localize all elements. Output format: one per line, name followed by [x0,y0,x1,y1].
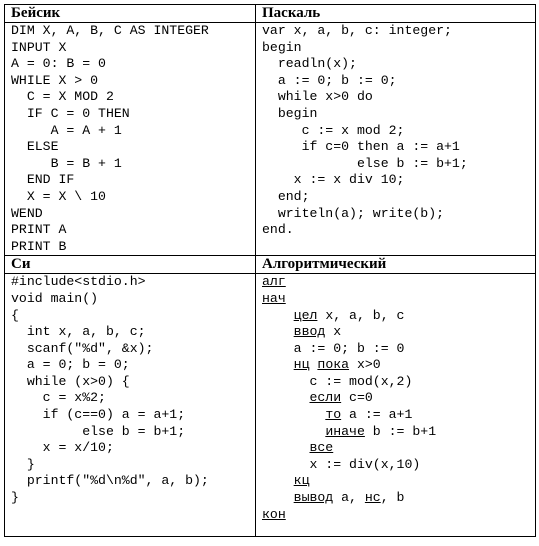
pascal-code-line: else b := b+1; [262,155,468,171]
basic-title: Бейсик [5,5,256,23]
algorithmic-code-line [262,291,535,308]
code-text [262,407,325,422]
basic-code-line: PRINT A [11,222,67,238]
algorithmic-code-line [262,440,535,457]
c-code-line: } [11,490,19,506]
keyword: иначе [325,423,365,439]
code-text: a := a+1 [341,407,413,423]
algorithmic-code-line [262,457,535,474]
code-row-top [5,23,536,256]
basic-code-line: END IF [11,172,75,188]
c-code-line: #include<stdio.h> [11,274,146,290]
algorithmic-title: Алгоритмический [256,256,536,274]
c-code-line: { [11,307,19,323]
pascal-code-line: writeln(a); write(b); [262,205,445,221]
code-comparison-table [4,4,536,537]
keyword: цел [293,307,318,323]
pascal-title: Паскаль [256,5,536,23]
algorithmic-code [256,274,536,537]
c-code-line: x = x/10; [11,440,114,456]
algorithmic-code-line [262,390,535,407]
basic-code-line: X = X \ 10 [11,188,106,204]
code-text [262,308,294,323]
keyword: кц [293,473,310,489]
pascal-code-line: while x>0 do [262,89,373,105]
code-text: a, [333,490,365,506]
keyword: алг [262,274,286,290]
code-text: a := 0; b := 0 [262,340,405,356]
keyword: вывод [293,490,334,506]
keyword: кон [262,506,286,522]
keyword: пока [317,357,350,373]
c-code-line: while (x>0) { [11,373,130,389]
header-row-top [5,5,536,23]
c-code-line: int x, a, b, c; [11,324,146,340]
c-code-line: else b = b+1; [11,423,186,439]
code-text: c=0 [341,390,373,406]
code-text: x>0 [349,357,381,373]
c-title: Си [5,256,256,274]
pascal-code [256,23,536,256]
basic-code-line: DIM X, A, B, C AS INTEGER [11,23,209,38]
basic-code-line: C = X MOD 2 [11,89,114,105]
pascal-code-line: c := x mod 2; [262,122,405,138]
code-text [262,424,325,439]
code-text [262,473,294,488]
pascal-code-line: end; [262,188,310,204]
basic-code [5,23,256,256]
keyword: нц [293,357,310,373]
algorithmic-code-line [262,424,535,441]
algorithmic-code-line [262,324,535,341]
basic-code-line: IF C = 0 THEN [11,105,130,121]
algorithmic-code-line [262,274,535,291]
pascal-code-line: x := x div 10; [262,172,405,188]
c-code-line: } [11,456,35,472]
code-text: x := div(x,10) [262,456,421,472]
algorithmic-code-line [262,490,535,507]
code-text: x [325,324,342,340]
pascal-code-line: if c=0 then a := a+1 [262,139,460,155]
c-code-line: printf("%d\n%d", a, b); [11,473,209,489]
algorithmic-code-line [262,473,535,490]
code-text: c := mod(x,2) [262,373,413,389]
keyword: нач [262,290,286,306]
algorithmic-code-line [262,308,535,325]
pascal-code-line: end. [262,222,294,238]
code-row-bottom [5,274,536,537]
basic-code-line: ELSE [11,139,59,155]
c-code-line: void main() [11,290,99,306]
keyword: нс [364,490,381,506]
code-text: , b [380,490,405,506]
code-text [262,440,309,455]
c-code-line: scanf("%d", &x); [11,340,154,356]
code-text [262,324,294,339]
code-text: x, a, b, c [317,307,405,323]
basic-code-line: B = B + 1 [11,155,122,171]
basic-code-line: WHILE X > 0 [11,72,99,88]
basic-code-line: WEND [11,205,43,221]
basic-code-line: INPUT X [11,39,67,55]
c-code-line: c = x%2; [11,390,106,406]
algorithmic-code-line [262,374,535,391]
pascal-code-line: a := 0; b := 0; [262,72,397,88]
keyword: если [309,390,342,406]
header-row-bottom [5,256,536,274]
basic-code-line: PRINT B [11,238,67,254]
pascal-code-line: begin [262,105,318,121]
pascal-code-line: begin [262,39,302,55]
code-text [262,490,294,505]
code-text [262,390,309,405]
algorithmic-code-line [262,341,535,358]
c-code [5,274,256,537]
basic-code-line: A = A + 1 [11,122,122,138]
code-text: b := b+1 [364,423,437,439]
algorithmic-code-line [262,357,535,374]
keyword: ввод [293,324,326,340]
keyword: то [325,407,342,423]
pascal-code-line: readln(x); [262,56,357,72]
keyword: все [309,440,334,456]
code-text [262,357,294,372]
pascal-code-line: var x, a, b, c: integer; [262,23,452,38]
basic-code-line: A = 0: B = 0 [11,56,106,72]
algorithmic-code-line [262,507,535,524]
c-code-line: a = 0; b = 0; [11,357,130,373]
algorithmic-code-line [262,407,535,424]
c-code-line: if (c==0) a = a+1; [11,407,186,423]
